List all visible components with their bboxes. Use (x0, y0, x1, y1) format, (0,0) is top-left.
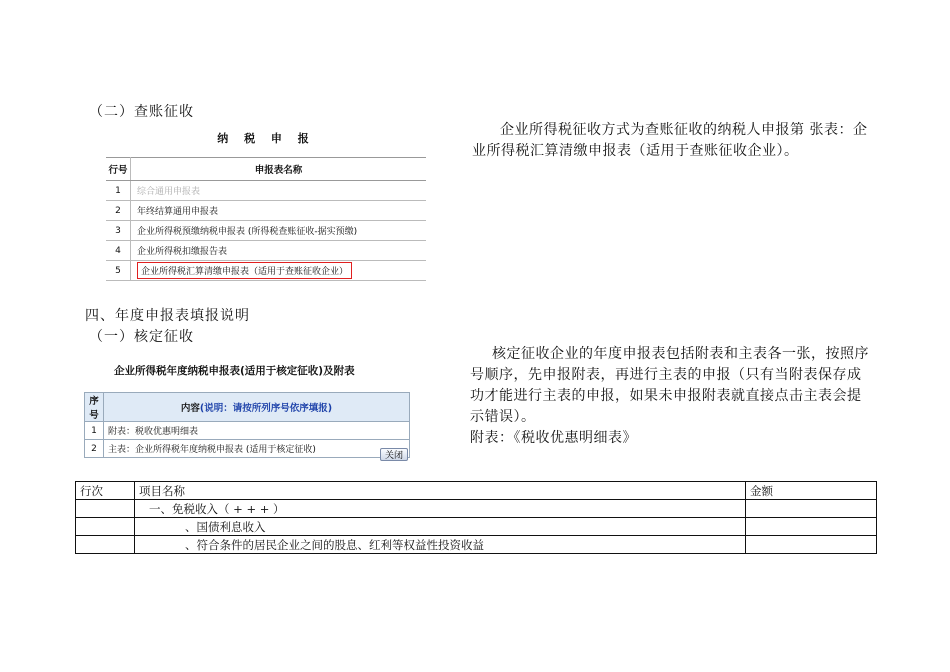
table-row[interactable] (106, 181, 426, 201)
form-link-tax-incentive[interactable]: 附表：税收优惠明细表 (104, 422, 410, 440)
table-header-row (85, 393, 410, 422)
annual-table (84, 392, 410, 458)
line-no-cell (76, 536, 135, 554)
declaration-table-title: 纳 税 申 报 (217, 132, 315, 145)
table-row (76, 518, 877, 536)
section-heading-annual: 四、年度申报表填报说明 (85, 308, 250, 324)
item-name-cell: 、国债利息收入 (135, 518, 746, 536)
table-row[interactable] (85, 440, 410, 458)
row-number: 4 (106, 241, 131, 261)
table-row (76, 500, 877, 518)
amount-cell (746, 518, 877, 536)
hedingzheng-paragraph: 核定征收企业的年度申报表包括附表和主表各一张，按照序号顺序，先申报附表，再进行主表的申报（只有当附表保存成功才能进行主表的申报，如果未申报附表就直接点击主表会提示错误）。 (470, 346, 869, 425)
form-link-annual-settlement[interactable]: 企业所得税汇算清缴申报表（适用于查账征收企业） (137, 262, 352, 279)
table-row[interactable] (106, 241, 426, 261)
column-header-form-name: 申报表名称 (131, 158, 427, 181)
column-header-amount: 金额 (746, 482, 877, 500)
incentive-detail-table (75, 481, 877, 554)
form-link-prepayment[interactable]: 企业所得税预缴纳税申报表 (所得税查账征收-据实预缴) (131, 221, 427, 241)
row-number: 2 (106, 201, 131, 221)
row-number: 2 (85, 440, 104, 458)
line-no-cell (76, 500, 135, 518)
column-header-line-no: 行次 (76, 482, 135, 500)
amount-cell (746, 500, 877, 518)
section-heading-zhangzheng: （二）查账征收 (89, 104, 194, 120)
row-number: 1 (106, 181, 131, 201)
section-subheading-hedingzheng: （一）核定征收 (89, 329, 194, 345)
row-number: 3 (106, 221, 131, 241)
item-name-cell: 、符合条件的居民企业之间的股息、红利等权益性投资收益 (135, 536, 746, 554)
table-header-row (106, 158, 426, 181)
form-link-withholding[interactable]: 企业所得税扣缴报告表 (131, 241, 427, 261)
attachment-line: 附表：《税收优惠明细表》 (470, 430, 637, 446)
declaration-table (106, 157, 426, 281)
line-no-cell (76, 518, 135, 536)
zhangzheng-paragraph: 企业所得税征收方式为查账征收的纳税人申报第 张表：企业所得税汇算清缴申报表（适用于查账征收企业）。 (472, 122, 868, 159)
order-note: (说明：请按所列序号依序填报) (199, 403, 333, 414)
annual-table-title: 企业所得税年度纳税申报表(适用于核定征收)及附表 (114, 365, 355, 377)
column-header-seq: 序号 (85, 393, 104, 422)
table-header-row (76, 482, 877, 500)
table-row[interactable] (106, 261, 426, 281)
form-link-main-annual[interactable]: 主表：企业所得税年度纳税申报表 (适用于核定征收) (104, 440, 410, 458)
table-row (76, 536, 877, 554)
row-number: 1 (85, 422, 104, 440)
table-row[interactable] (106, 221, 426, 241)
table-row[interactable] (106, 201, 426, 221)
row-number: 5 (106, 261, 131, 281)
column-header-row-no: 行号 (106, 158, 131, 181)
close-button[interactable]: 关闭 (380, 448, 408, 461)
amount-cell (746, 536, 877, 554)
form-link-year-end[interactable]: 年终结算通用申报表 (131, 201, 427, 221)
table-row[interactable] (85, 422, 410, 440)
column-header-item-name: 项目名称 (135, 482, 746, 500)
column-header-content (104, 393, 410, 422)
item-name-cell: 一、免税收入（ + + + ） (135, 500, 746, 518)
content-label: 内容 (180, 403, 200, 414)
form-link-general[interactable]: 综合通用申报表 (131, 181, 427, 201)
